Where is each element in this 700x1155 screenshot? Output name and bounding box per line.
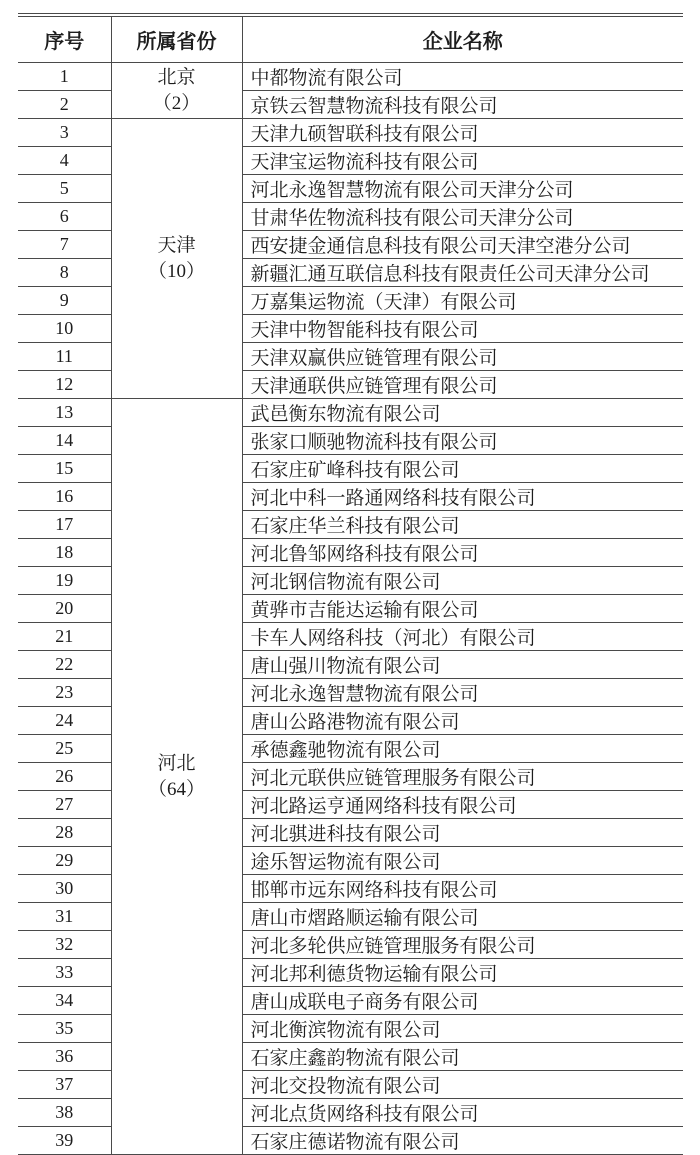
company-list-table [18,17,683,1155]
company-name-cell: 张家口顺驰物流科技有限公司 [242,427,683,455]
company-name-cell: 唐山公路港物流有限公司 [242,707,683,735]
serial-number-cell: 1 [18,63,111,91]
company-name-cell: 河北中科一路通网络科技有限公司 [242,483,683,511]
serial-number-cell: 36 [18,1043,111,1071]
serial-number-cell: 22 [18,651,111,679]
province-name: 北京 [157,66,196,88]
serial-number-cell: 27 [18,791,111,819]
province-name: 天津 [157,234,196,256]
company-name-cell: 河北骐进科技有限公司 [242,819,683,847]
company-name-cell: 西安捷金通信息科技有限公司天津空港分公司 [242,231,683,259]
header-serial-number: 序号 [18,17,111,63]
serial-number-cell: 30 [18,875,111,903]
company-name-cell: 天津中物智能科技有限公司 [242,315,683,343]
company-name-cell: 河北衡滨物流有限公司 [242,1015,683,1043]
serial-number-cell: 20 [18,595,111,623]
serial-number-cell: 34 [18,987,111,1015]
province-cell [111,399,242,1155]
serial-number-cell: 3 [18,119,111,147]
serial-number-cell: 39 [18,1127,111,1155]
serial-number-cell: 26 [18,763,111,791]
serial-number-cell: 31 [18,903,111,931]
serial-number-cell: 16 [18,483,111,511]
serial-number-cell: 12 [18,371,111,399]
serial-number-cell: 32 [18,931,111,959]
company-name-cell: 石家庄华兰科技有限公司 [242,511,683,539]
province-cell [111,119,242,399]
company-name-cell: 河北永逸智慧物流有限公司 [242,679,683,707]
serial-number-cell: 18 [18,539,111,567]
serial-number-cell: 28 [18,819,111,847]
serial-number-cell: 14 [18,427,111,455]
serial-number-cell: 33 [18,959,111,987]
company-name-cell: 天津宝运物流科技有限公司 [242,147,683,175]
serial-number-cell: 4 [18,147,111,175]
serial-number-cell: 2 [18,91,111,119]
serial-number-cell: 13 [18,399,111,427]
serial-number-cell: 29 [18,847,111,875]
company-name-cell: 卡车人网络科技（河北）有限公司 [242,623,683,651]
serial-number-cell: 17 [18,511,111,539]
province-company-count: （64） [147,778,205,800]
province-name: 河北 [157,752,196,774]
company-name-cell: 唐山强川物流有限公司 [242,651,683,679]
serial-number-cell: 5 [18,175,111,203]
company-name-cell: 天津双赢供应链管理有限公司 [242,343,683,371]
serial-number-cell: 37 [18,1071,111,1099]
company-name-cell: 唐山市熠路顺运输有限公司 [242,903,683,931]
serial-number-cell: 38 [18,1099,111,1127]
serial-number-cell: 6 [18,203,111,231]
company-name-cell: 河北多轮供应链管理服务有限公司 [242,931,683,959]
province-cell [111,63,242,119]
serial-number-cell: 24 [18,707,111,735]
company-name-cell: 中都物流有限公司 [242,63,683,91]
company-name-cell: 唐山成联电子商务有限公司 [242,987,683,1015]
serial-number-cell: 10 [18,315,111,343]
company-name-cell: 河北邦利德货物运输有限公司 [242,959,683,987]
company-name-cell: 新疆汇通互联信息科技有限责任公司天津分公司 [242,259,683,287]
table-body [18,63,683,1155]
serial-number-cell: 25 [18,735,111,763]
company-name-cell: 万嘉集运物流（天津）有限公司 [242,287,683,315]
company-name-cell: 河北元联供应链管理服务有限公司 [242,763,683,791]
company-name-cell: 石家庄鑫韵物流有限公司 [242,1043,683,1071]
header-province: 所属省份 [111,17,242,63]
serial-number-cell: 21 [18,623,111,651]
serial-number-cell: 11 [18,343,111,371]
company-name-cell: 河北钢信物流有限公司 [242,567,683,595]
company-name-cell: 河北交投物流有限公司 [242,1071,683,1099]
table-row [18,119,683,147]
company-name-cell: 甘肃华佐物流科技有限公司天津分公司 [242,203,683,231]
province-company-count: （2） [152,92,201,114]
company-name-cell: 黄骅市吉能达运输有限公司 [242,595,683,623]
company-name-cell: 京铁云智慧物流科技有限公司 [242,91,683,119]
serial-number-cell: 35 [18,1015,111,1043]
serial-number-cell: 8 [18,259,111,287]
province-company-count: （10） [147,260,205,282]
serial-number-cell: 15 [18,455,111,483]
table-header [18,17,683,63]
company-name-cell: 河北路运亨通网络科技有限公司 [242,791,683,819]
company-name-cell: 承德鑫驰物流有限公司 [242,735,683,763]
company-name-cell: 途乐智运物流有限公司 [242,847,683,875]
company-name-cell: 河北点货网络科技有限公司 [242,1099,683,1127]
company-name-cell: 邯郸市远东网络科技有限公司 [242,875,683,903]
table-row [18,63,683,91]
company-name-cell: 石家庄矿峰科技有限公司 [242,455,683,483]
company-name-cell: 天津九硕智联科技有限公司 [242,119,683,147]
serial-number-cell: 9 [18,287,111,315]
company-name-cell: 河北鲁邹网络科技有限公司 [242,539,683,567]
company-name-cell: 石家庄德诺物流有限公司 [242,1127,683,1155]
company-name-cell: 武邑衡东物流有限公司 [242,399,683,427]
serial-number-cell: 19 [18,567,111,595]
header-row [18,17,683,63]
company-name-cell: 天津通联供应链管理有限公司 [242,371,683,399]
header-company-name: 企业名称 [242,17,683,63]
company-name-cell: 河北永逸智慧物流有限公司天津分公司 [242,175,683,203]
table-row [18,399,683,427]
serial-number-cell: 7 [18,231,111,259]
serial-number-cell: 23 [18,679,111,707]
